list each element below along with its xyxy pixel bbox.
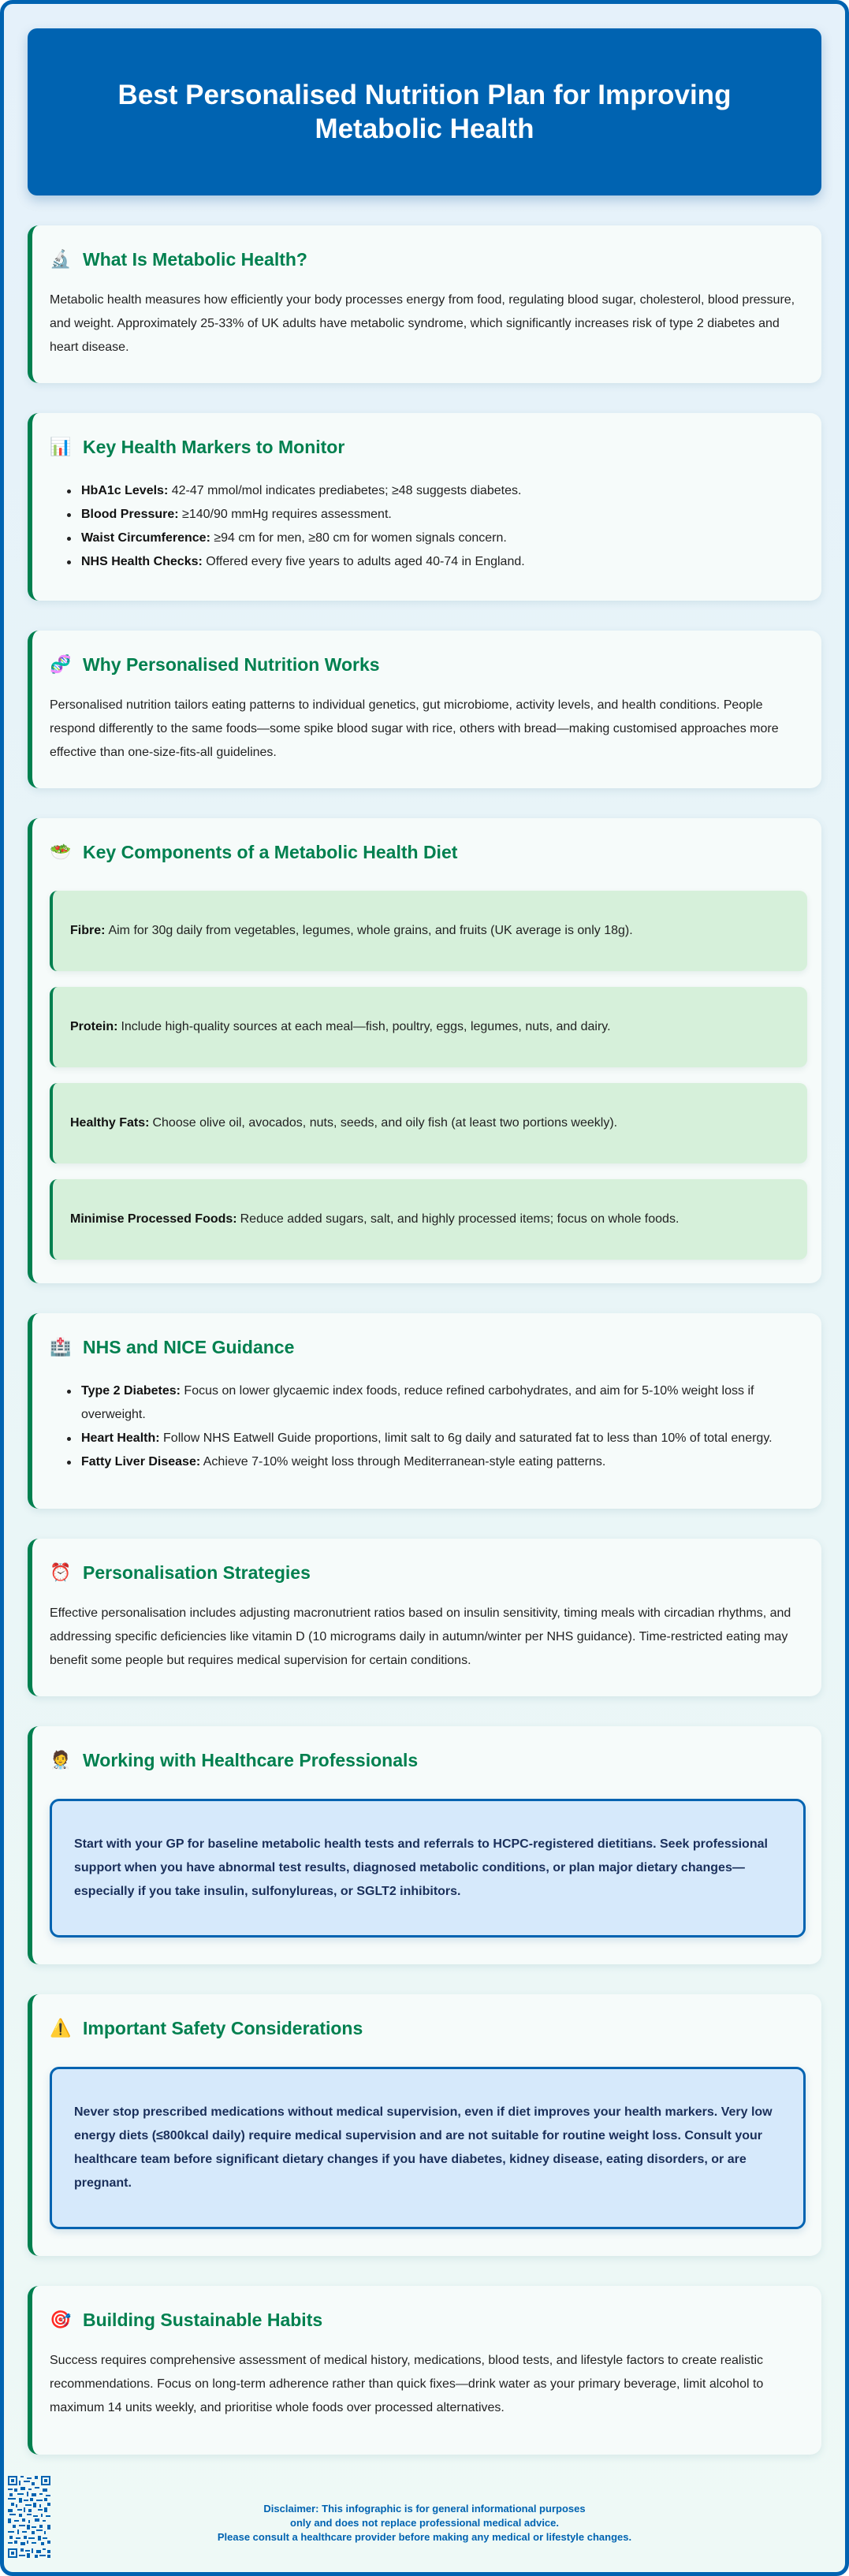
item-label: Waist Circumference: — [81, 531, 210, 545]
item-text: Achieve 7-10% weight loss through Mediterranean-style eating patterns. — [203, 1455, 606, 1469]
salad-icon: 🥗 — [50, 842, 72, 862]
disclaimer-line-1 — [8, 2502, 841, 2516]
health-markers-list — [50, 479, 802, 574]
section-healthcare-professionals — [28, 1726, 821, 1964]
section-title: NHS and NICE Guidance — [83, 1336, 295, 1357]
section-title: Personalisation Strategies — [83, 1562, 311, 1583]
section-nhs-nice-guidance — [28, 1313, 821, 1509]
section-title: Important Safety Considerations — [83, 2017, 363, 2038]
section-title: Working with Healthcare Professionals — [83, 1749, 419, 1770]
component-card-processed-foods — [50, 1179, 807, 1260]
section-heading — [50, 840, 806, 864]
component-text: Include high-quality sources at each meal—fish, poultry, eggs, legumes, nuts, and dairy. — [121, 1020, 611, 1033]
item-text: ≥140/90 mmHg requires assessment. — [182, 508, 392, 521]
disclaimer — [8, 2502, 841, 2544]
item-label: NHS Health Checks: — [81, 555, 203, 568]
component-card-fibre — [50, 891, 807, 971]
warning-icon: ⚠️ — [50, 2018, 72, 2038]
item-text: Focus on lower glycaemic index foods, reduce refined carbohydrates, and aim for 5-10% weight loss if overweight. — [81, 1384, 754, 1421]
section-diet-components — [28, 818, 821, 1283]
list-item — [65, 1427, 802, 1450]
page-title: Best Personalised Nutrition Plan for Improving Metabolic Health — [117, 80, 732, 144]
health-worker-icon: 🧑‍⚕️ — [50, 1750, 72, 1770]
item-label: Type 2 Diabetes: — [81, 1384, 181, 1398]
section-sustainable-habits — [28, 2286, 821, 2455]
item-label: HbA1c Levels: — [81, 484, 169, 497]
guidance-list — [50, 1379, 802, 1474]
section-title: Key Health Markers to Monitor — [83, 436, 345, 457]
section-title: Key Components of a Metabolic Health Diet — [83, 841, 458, 862]
section-heading — [50, 248, 802, 271]
item-text: Offered every five years to adults aged 40-74 in England. — [206, 555, 525, 568]
section-safety-considerations — [28, 1994, 821, 2256]
list-item — [65, 527, 802, 550]
list-item — [65, 550, 802, 574]
section-key-health-markers — [28, 413, 821, 601]
hospital-icon: 🏥 — [50, 1337, 72, 1357]
target-icon: 🎯 — [50, 2310, 72, 2329]
component-card-healthy-fats — [50, 1083, 807, 1163]
item-label: Blood Pressure: — [81, 508, 179, 521]
section-heading — [50, 2308, 802, 2332]
page-header — [28, 28, 821, 195]
list-item — [65, 1450, 802, 1474]
list-item — [65, 479, 802, 503]
section-heading — [50, 1748, 806, 1772]
section-heading — [50, 653, 802, 676]
dna-icon: 🧬 — [50, 654, 72, 674]
item-label: Fatty Liver Disease: — [81, 1455, 201, 1469]
component-card-protein — [50, 987, 807, 1067]
item-label: Heart Health: — [81, 1431, 160, 1445]
disclaimer-label: Disclaimer: — [263, 2503, 319, 2515]
list-item — [65, 503, 802, 527]
disclaimer-text: This infographic is for general informational purposes — [322, 2503, 586, 2515]
disclaimer-line-3: Please consult a healthcare provider before making any medical or lifestyle changes. — [217, 2531, 632, 2543]
section-title: What Is Metabolic Health? — [83, 248, 307, 270]
section-body: Personalised nutrition tailors eating patterns to individual genetics, gut microbiome, activity levels, and health conditions. People respond differently to the same foods—some spike blood sugar with rice, others with bread—making customised approaches more effective than one-size-fits-all guidelines. — [50, 698, 779, 759]
component-text: Choose olive oil, avocados, nuts, seeds, and oily fish (at least two portions weekly). — [152, 1116, 618, 1130]
footer — [8, 2474, 841, 2568]
component-label: Minimise Processed Foods: — [70, 1212, 237, 1226]
section-personalisation-strategies — [28, 1539, 821, 1696]
section-why-personalised-nutrition — [28, 631, 821, 788]
section-body: Success requires comprehensive assessment of medical history, medications, blood tests, and lifestyle factors to create realistic recommendations. Focus on long-term adherence rather than quick fixes—drink water as your primary beverage, limit alcohol to maximum 14 units weekly, and prioritise whole foods over processed alternatives. — [50, 2354, 764, 2414]
section-body: Metabolic health measures how efficiently your body processes energy from food, regulating blood sugar, cholesterol, blood pressure, and weight. Approximately 25-33% of UK adults have metabolic syndrome, which significantly increases risk of type 2 diabetes and heart disease. — [50, 293, 795, 354]
section-what-is-metabolic-health — [28, 225, 821, 383]
list-item — [65, 1379, 802, 1427]
section-heading — [50, 1561, 802, 1584]
component-text: Reduce added sugars, salt, and highly processed items; focus on whole foods. — [240, 1212, 680, 1226]
component-label: Healthy Fats: — [70, 1116, 150, 1130]
section-heading — [50, 435, 802, 459]
disclaimer-line-2: only and does not replace professional medical advice. — [290, 2517, 559, 2529]
section-heading — [50, 1335, 802, 1359]
section-title: Why Personalised Nutrition Works — [83, 653, 380, 675]
component-label: Fibre: — [70, 924, 106, 937]
item-text: ≥94 cm for men, ≥80 cm for women signals concern. — [214, 531, 507, 545]
component-text: Aim for 30g daily from vegetables, legumes, whole grains, and fruits (UK average is only 18g). — [108, 924, 633, 937]
section-heading — [50, 2016, 806, 2040]
section-body: Effective personalisation includes adjusting macronutrient ratios based on insulin sensitivity, timing meals with circadian rhythms, and addressing specific deficiencies like vitamin D (10 micrograms daily in autumn/winter per NHS guidance). Time-restricted eating may benefit some people but requires medical supervision for certain conditions. — [50, 1606, 791, 1667]
healthcare-callout: Start with your GP for baseline metabolic health tests and referrals to HCPC-registered dietitians. Seek professional support when you have abnormal test results, diagnosed metabolic conditions, or plan major dietary changes—especially if you take insulin, sulfonylureas, or SGLT2 inhibitors. — [50, 1799, 806, 1938]
bar-chart-icon: 📊 — [50, 437, 72, 456]
microscope-icon: 🔬 — [50, 249, 72, 269]
item-text: Follow NHS Eatwell Guide proportions, limit salt to 6g daily and saturated fat to less than 10% of total energy. — [163, 1431, 773, 1445]
section-title: Building Sustainable Habits — [83, 2309, 323, 2330]
alarm-clock-icon: ⏰ — [50, 1562, 72, 1582]
safety-callout: Never stop prescribed medications without medical supervision, even if diet improves your health markers. Very low energy diets (≤800kcal daily) require medical supervision and are not suitable for routine weight loss. Consult your healthcare team before significant dietary changes if you have diabetes, kidney disease, eating disorders, or are pregnant. — [50, 2067, 806, 2229]
item-text: 42-47 mmol/mol indicates prediabetes; ≥48 suggests diabetes. — [171, 484, 522, 497]
component-label: Protein: — [70, 1020, 118, 1033]
